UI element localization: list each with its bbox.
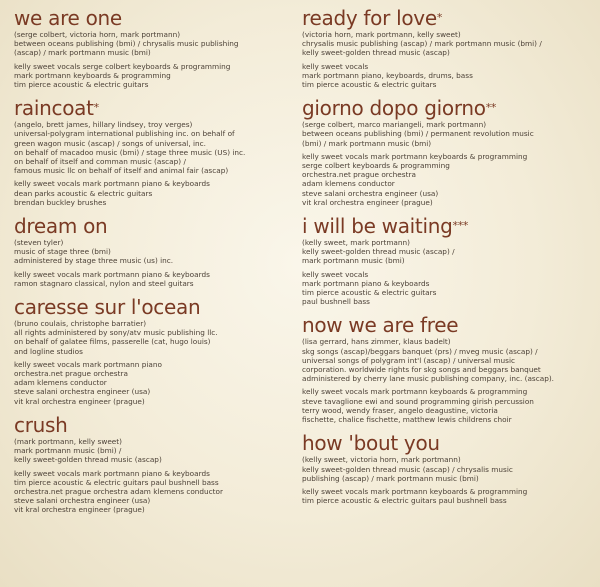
song-credit	[14, 412, 302, 515]
song-title	[14, 98, 302, 119]
song-credit	[14, 98, 302, 207]
song-title	[14, 216, 302, 237]
song-title-text: giorno dopo giorno	[302, 96, 486, 121]
writer-publisher-credits	[302, 337, 590, 383]
song-title	[14, 297, 302, 318]
credit-line: (lisa gerrard, hans zimmer, klaus badelt)	[302, 337, 451, 347]
song-title-text: crush	[14, 412, 68, 437]
credit-line: on behalf of itself and comman music (ascap) /	[14, 157, 186, 167]
performer-line: orchestra.net prague orchestra	[302, 170, 416, 180]
song-credit	[302, 98, 590, 207]
performer-credits	[302, 270, 590, 307]
writer-publisher-credits	[302, 30, 590, 58]
writer-publisher-credits	[302, 238, 590, 266]
performer-line: tim pierce acoustic & electric guitars	[302, 80, 437, 90]
performer-line: kelly sweet vocals mark portmann piano & keyboards	[14, 179, 210, 189]
credit-line: all rights administered by sony/atv music publishing llc.	[14, 328, 218, 338]
performer-line: tim pierce acoustic & electric guitars paul bushnell bass	[14, 477, 219, 487]
performer-line: vit kral orchestra engineer (prague)	[14, 396, 145, 406]
song-credit	[14, 8, 302, 89]
song-credit	[302, 315, 590, 424]
credit-line: administered by stage three music (us) inc.	[14, 256, 174, 266]
credit-line: (steven tyler)	[14, 238, 64, 248]
footnote-mark: **	[485, 101, 497, 115]
performer-line: tim pierce acoustic & electric guitars paul bushnell bass	[302, 496, 507, 506]
performer-line: steve salani orchestra engineer (usa)	[302, 188, 439, 198]
credit-line: on behalf of macadoo music (bmi) / stage three music (US) inc.	[14, 147, 246, 157]
performer-line: orchestra.net prague orchestra	[14, 369, 128, 379]
writer-publisher-credits	[302, 120, 590, 148]
credit-line: mark portmann music (bmi)	[302, 256, 405, 266]
performer-line: steve tavaglione ewi and sound programming girish percussion	[302, 396, 534, 406]
performer-credits	[302, 62, 590, 90]
performer-line: serge colbert keyboards & programming	[302, 161, 450, 171]
performer-line: adam klemens conductor	[14, 378, 107, 388]
song-title	[302, 315, 590, 336]
performer-credits	[14, 179, 302, 207]
credit-line: (victoria horn, mark portmann, kelly sweet)	[302, 30, 461, 39]
song-title-text: ready for love	[302, 6, 437, 30]
footnote-mark: ***	[452, 219, 469, 233]
song-title	[302, 433, 590, 454]
song-credit	[302, 433, 590, 505]
song-title	[302, 216, 590, 237]
writer-publisher-credits	[14, 319, 302, 356]
performer-line: fischette, chalice fischette, matthew lewis childrens choir	[302, 415, 512, 425]
credit-line: (bmi) / mark portmann music (bmi)	[302, 138, 432, 148]
song-title-text: i will be waiting	[302, 214, 453, 239]
credit-line: kelly sweet-golden thread music (ascap) /	[302, 247, 455, 257]
performer-line: mark portmann keyboards & programming	[14, 70, 171, 80]
performer-line: kelly sweet vocals mark portmann piano & keyboards	[14, 468, 210, 478]
song-credit	[302, 8, 590, 89]
song-title	[302, 98, 590, 119]
performer-credits	[302, 487, 590, 505]
credit-line: chrysalis music publishing (ascap) / mark portmann music (bmi) /	[302, 39, 542, 49]
footnote-mark: *	[436, 11, 443, 24]
performer-credits	[14, 360, 302, 406]
performer-line: kelly sweet vocals mark portmann keyboards & programming	[302, 387, 528, 397]
credit-line: (serge colbert, marco mariangeli, mark portmann)	[302, 120, 487, 130]
performer-line: kelly sweet vocals serge colbert keyboards & programming	[14, 61, 231, 71]
song-credit	[14, 216, 302, 288]
performer-credits	[14, 270, 302, 288]
song-title-text: caresse sur l'ocean	[14, 295, 201, 320]
performer-line: kelly sweet vocals	[302, 61, 369, 71]
song-title-text: raincoat	[14, 96, 94, 121]
performer-line: kelly sweet vocals mark portmann keyboards & programming	[302, 486, 528, 496]
song-credit	[302, 216, 590, 306]
credit-line: (kelly sweet, victoria horn, mark portmann)	[302, 455, 461, 465]
credit-line: corporation. worldwide rights for skg songs and beggars banquet	[302, 365, 541, 375]
left-column	[14, 8, 302, 524]
credit-line: (kelly sweet, mark portmann)	[302, 238, 410, 248]
credit-line: between oceans publishing (bmi) / permanent revolution music	[302, 129, 534, 139]
song-title	[14, 8, 302, 29]
credit-line: kelly sweet-golden thread music (ascap)	[14, 455, 162, 465]
song-credit	[14, 297, 302, 406]
credit-line: publishing (ascap) / mark portmann music (bmi)	[302, 473, 479, 483]
writer-publisher-credits	[14, 30, 302, 58]
performer-line: vit kral orchestra engineer (prague)	[14, 505, 145, 515]
performer-line: tim pierce acoustic & electric guitars	[14, 80, 149, 90]
performer-credits	[302, 387, 590, 424]
song-title	[14, 412, 302, 437]
credit-line: universal songs of polygram int'l (ascap) / universal music	[302, 355, 515, 365]
credit-line: (serge colbert, victoria horn, mark portmann)	[14, 30, 181, 39]
credit-line: universal-polygram international publishing inc. on behalf of	[14, 129, 235, 139]
performer-line: ramon stagnaro classical, nylon and steel guitars	[14, 278, 194, 288]
performer-line: brendan buckley brushes	[14, 197, 107, 207]
song-title	[302, 8, 590, 29]
credit-line: (mark portmann, kelly sweet)	[14, 436, 122, 446]
credit-line: skg songs (ascap)/beggars banquet (prs) / mveg music (ascap) /	[302, 346, 538, 356]
credit-line: green wagon music (ascap) / songs of universal, inc.	[14, 138, 206, 148]
song-title-text: now we are free	[302, 313, 459, 338]
right-column	[302, 8, 590, 514]
credit-line: on behalf of galatee films, passerelle (cat, hugo louis)	[14, 337, 211, 347]
credit-line: mark portmann music (bmi) /	[14, 446, 122, 456]
song-title-text: we are one	[14, 6, 122, 30]
credit-line: between oceans publishing (bmi) / chrysalis music publishing	[14, 39, 239, 49]
performer-line: tim pierce acoustic & electric guitars	[302, 288, 437, 298]
credit-line: music of stage three (bmi)	[14, 247, 111, 257]
performer-credits	[14, 469, 302, 515]
credit-line: administered by cherry lane music publishing company, inc. (ascap).	[302, 374, 554, 384]
writer-publisher-credits	[14, 238, 302, 266]
credit-line: (ascap) / mark portmann music (bmi)	[14, 48, 151, 58]
performer-line: mark portmann piano, keyboards, drums, bass	[302, 70, 473, 80]
performer-line: kelly sweet vocals mark portmann keyboards & programming	[302, 151, 528, 161]
writer-publisher-credits	[14, 437, 302, 465]
writer-publisher-credits	[302, 455, 590, 483]
credit-line: (bruno coulais, christophe barratier)	[14, 319, 147, 329]
performer-line: steve salani orchestra engineer (usa)	[14, 496, 151, 506]
performer-line: adam klemens conductor	[302, 179, 395, 189]
performer-line: steve salani orchestra engineer (usa)	[14, 387, 151, 397]
performer-line: vit kral orchestra engineer (prague)	[302, 197, 433, 207]
performer-line: dean parks acoustic & electric guitars	[14, 188, 153, 198]
writer-publisher-credits	[14, 120, 302, 175]
credit-line: famous music llc on behalf of itself and animal fair (ascap)	[14, 166, 229, 176]
credit-line: (angelo, brett james, hillary lindsey, troy verges)	[14, 120, 193, 130]
performer-line: mark portmann piano & keyboards	[302, 278, 430, 288]
song-title-text: how 'bout you	[302, 431, 440, 456]
credit-line: and logline studios	[14, 346, 83, 356]
performer-line: kelly sweet vocals mark portmann piano	[14, 359, 162, 369]
performer-line: paul bushnell bass	[302, 297, 370, 307]
credit-line: kelly sweet-golden thread music (ascap) / chrysalis music	[302, 464, 513, 474]
performer-line: kelly sweet vocals mark portmann piano & keyboards	[14, 269, 210, 279]
song-title-text: dream on	[14, 214, 108, 239]
footnote-mark: *	[93, 101, 99, 115]
performer-credits	[14, 62, 302, 90]
performer-credits	[302, 152, 590, 207]
credit-line: kelly sweet-golden thread music (ascap)	[302, 48, 450, 58]
performer-line: kelly sweet vocals	[302, 269, 369, 279]
performer-line: orchestra.net prague orchestra adam klemens conductor	[14, 486, 224, 496]
performer-line: terry wood, wendy fraser, angelo deagustine, victoria	[302, 405, 498, 415]
